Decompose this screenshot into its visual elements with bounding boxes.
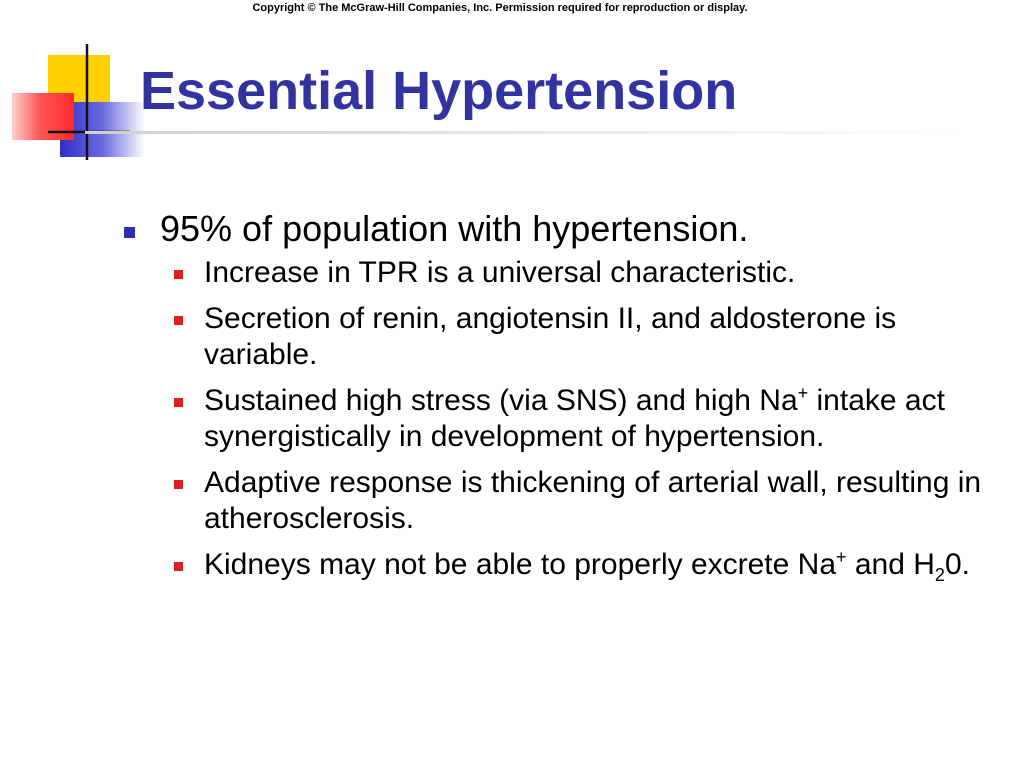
sub-bullet-text: Increase in TPR is a universal characteristic.	[204, 256, 796, 289]
superscript-plus: +	[797, 383, 809, 403]
sub-bullet-marker	[174, 480, 183, 489]
sub-bullet-item	[204, 255, 1000, 291]
sub-bullet-text-part: Sustained high stress (via SNS) and high Na	[204, 384, 798, 417]
slide-logo-graphic	[10, 40, 150, 165]
sub-bullet-item	[204, 383, 1000, 455]
sub-bullet-list	[120, 255, 1000, 583]
sub-bullet-text-part: intake act synergistically in development of hypertension.	[204, 384, 945, 453]
main-bullet-item	[120, 207, 1000, 251]
copyright-notice: Copyright © The McGraw-Hill Companies, Inc. Permission required for reproduction or display.	[252, 2, 748, 14]
main-bullet-text: 95% of population with hypertension.	[160, 208, 749, 249]
subscript-two: 2	[934, 565, 945, 585]
main-bullet-marker	[124, 227, 135, 238]
superscript-plus: +	[836, 547, 847, 567]
title-underline	[85, 131, 965, 134]
sub-bullet-marker	[174, 562, 183, 571]
sub-bullet-marker	[174, 316, 183, 325]
slide-title: Essential Hypertension	[140, 61, 738, 121]
sub-bullet-item	[204, 301, 1000, 373]
sub-bullet-text-part: 0.	[944, 548, 970, 581]
sub-bullet-marker	[174, 398, 183, 407]
sub-bullet-item	[204, 465, 1000, 537]
sub-bullet-text: Adaptive response is thickening of arterial wall, resulting in atherosclerosis.	[204, 466, 982, 535]
sub-bullet-text: Secretion of renin, angiotensin II, and aldosterone is variable.	[204, 302, 897, 371]
sub-bullet-marker	[174, 270, 183, 279]
sub-bullet-text-part: and H	[846, 548, 935, 581]
bullet-list	[120, 207, 1000, 593]
sub-bullet-text-part: Kidneys may not be able to properly excrete Na	[204, 548, 837, 581]
sub-bullet-item	[204, 547, 1000, 583]
